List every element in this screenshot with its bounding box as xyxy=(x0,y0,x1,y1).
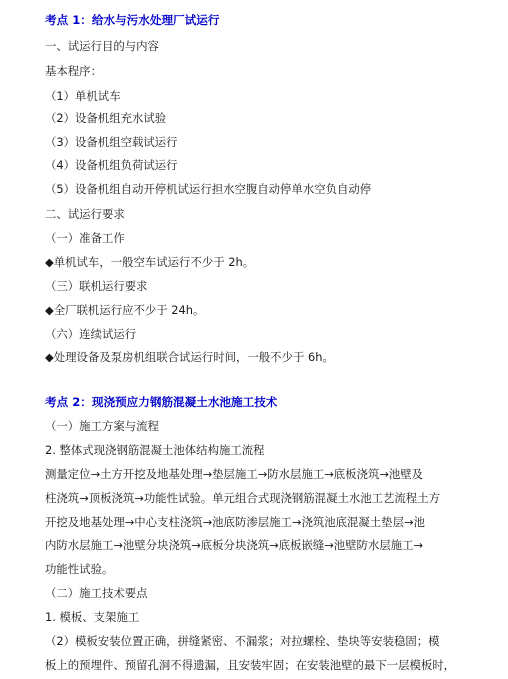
text-line: （5）设备机组自动开停机试运行担水空腹自动停单水空负自动停 xyxy=(45,182,372,196)
text-line: 1. 模板、支架施工 xyxy=(45,610,140,624)
text-line: （3）设备机组空载试运行 xyxy=(45,135,178,149)
text-line: 一、试运行目的与内容 xyxy=(45,39,159,53)
section-2-heading: 考点 2：现浇预应力钢筋混凝土水池施工技术 xyxy=(45,395,278,409)
text-line: 开挖及地基处理→中心支柱浇筑→池底防渗层施工→浇筑池底混凝土垫层→池 xyxy=(45,515,425,529)
text-line: ◆单机试车，一般空车试运行不少于 2h。 xyxy=(45,255,255,269)
section-1-heading-row xyxy=(0,12,508,28)
text-line: 二、试运行要求 xyxy=(45,207,125,221)
text-line: 基本程序： xyxy=(45,64,102,78)
text-line: （4）设备机组负荷试运行 xyxy=(45,158,178,172)
text-line: （六）连续试运行 xyxy=(45,327,137,341)
text-line: 柱浇筑→顶板浇筑→功能性试验。单元组合式现浇钢筋混凝土水池工艺流程土方 xyxy=(45,491,440,505)
text-line: （二）施工技术要点 xyxy=(45,586,148,600)
text-line: 板上的预埋件、预留孔洞不得遗漏，且安装牢固；在安装池壁的最下一层模板时， xyxy=(45,658,456,672)
text-line: 2. 整体式现浇钢筋混凝土池体结构施工流程 xyxy=(45,443,265,457)
text-line: （一）准备工作 xyxy=(45,231,125,245)
text-line: （一）施工方案与流程 xyxy=(45,419,159,433)
text-line: （2）模板安装位置正确，拼缝紧密、不漏浆；对拉螺栓、垫块等安装稳固；模 xyxy=(45,634,440,648)
text-line: 功能性试验。 xyxy=(45,562,114,576)
text-line: （1）单机试车 xyxy=(45,89,121,103)
text-line: ◆处理设备及泵房机组联合试运行时间，一般不少于 6h。 xyxy=(45,350,334,364)
text-line: 内防水层施工→池壁分块浇筑→底板分块浇筑→底板嵌缝→池壁防水层施工→ xyxy=(45,538,424,552)
section-2-heading-row xyxy=(0,394,508,410)
text-line: （2）设备机组充水试验 xyxy=(45,111,167,125)
text-line: 测量定位→土方开挖及地基处理→垫层施工→防水层施工→底板浇筑→池壁及 xyxy=(45,467,424,481)
text-line: （三）联机运行要求 xyxy=(45,279,148,293)
section-1-heading: 考点 1：给水与污水处理厂试运行 xyxy=(45,13,220,27)
text-line: ◆全厂联机运行应不少于 24h。 xyxy=(45,303,205,317)
